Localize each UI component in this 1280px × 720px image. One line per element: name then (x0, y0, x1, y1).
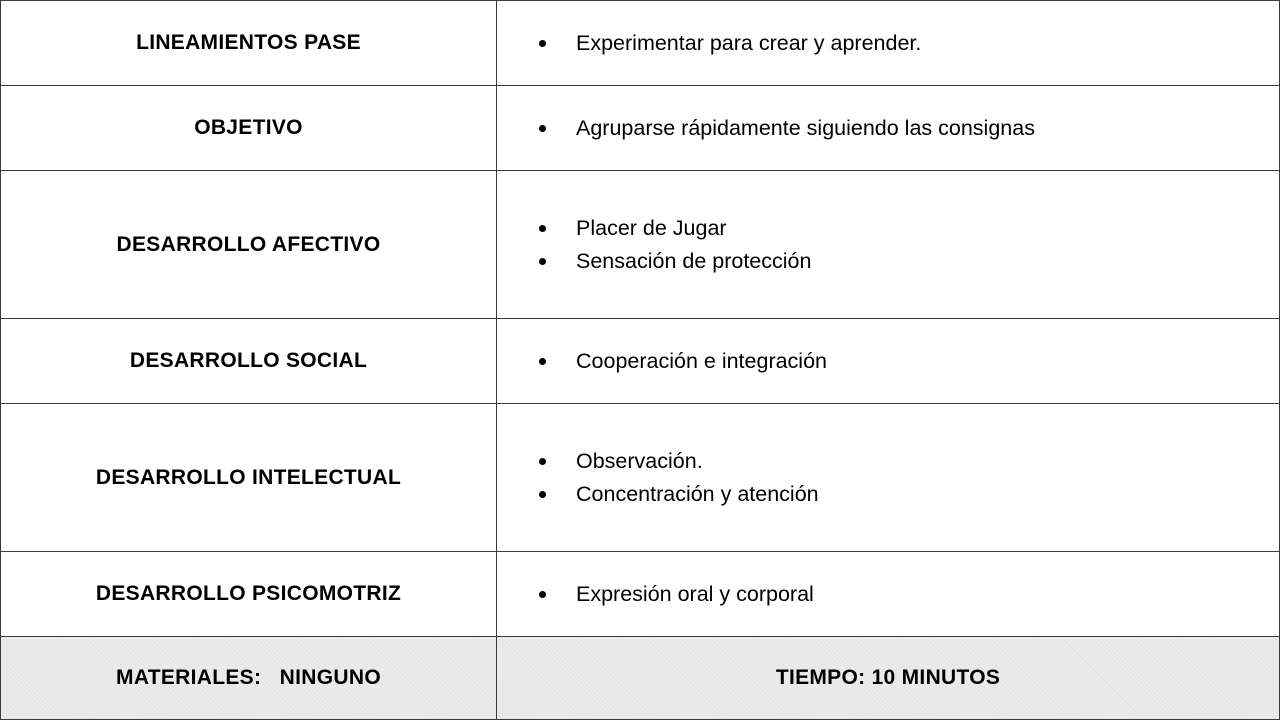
list-item (539, 345, 1279, 378)
row-content (497, 1, 1279, 85)
row-label: OBJETIVO (1, 86, 497, 170)
list-item-text: Concentración y atención (576, 481, 819, 506)
list-item (539, 445, 1279, 478)
list-item (539, 245, 1279, 278)
bullet-icon (539, 358, 546, 365)
bullet-icon (539, 258, 546, 265)
bullet-icon (539, 225, 546, 232)
materials-label: MATERIALES: NINGUNO (1, 637, 497, 719)
row-label: DESARROLLO INTELECTUAL (1, 404, 497, 551)
bullet-icon (539, 458, 546, 465)
bullet-icon (539, 591, 546, 598)
row-content (497, 171, 1279, 318)
bullet-icon (539, 491, 546, 498)
table-row-lineamientos (1, 1, 1279, 86)
table-row-psicomotriz (1, 552, 1279, 637)
list-item-text: Sensación de protección (576, 248, 812, 273)
list-item (539, 478, 1279, 511)
time-label: TIEMPO: 10 MINUTOS (775, 666, 1001, 689)
bullet-icon (539, 125, 546, 132)
list-item-text: Agruparse rápidamente siguiendo las consignas (576, 115, 1035, 140)
table-row-objetivo (1, 86, 1279, 171)
list-item-text: Placer de Jugar (576, 215, 727, 240)
table-row-afectivo (1, 171, 1279, 319)
row-content (497, 319, 1279, 403)
row-label: DESARROLLO AFECTIVO (1, 171, 497, 318)
list-item (539, 578, 1279, 611)
list-item (539, 112, 1279, 145)
row-label: DESARROLLO PSICOMOTRIZ (1, 552, 497, 636)
list-item-text: Expresión oral y corporal (576, 581, 814, 606)
list-item (539, 212, 1279, 245)
list-item-text: Experimentar para crear y aprender. (576, 30, 922, 55)
table-row-intelectual (1, 404, 1279, 552)
row-content (497, 86, 1279, 170)
table-row-social (1, 319, 1279, 404)
list-item-text: Observación. (576, 448, 703, 473)
row-content (497, 404, 1279, 551)
table-row-footer (1, 637, 1279, 719)
row-content (497, 552, 1279, 636)
row-label: DESARROLLO SOCIAL (1, 319, 497, 403)
row-label: LINEAMIENTOS PASE (1, 1, 497, 85)
bullet-icon (539, 40, 546, 47)
list-item-text: Cooperación e integración (576, 348, 827, 373)
list-item (539, 27, 1279, 60)
